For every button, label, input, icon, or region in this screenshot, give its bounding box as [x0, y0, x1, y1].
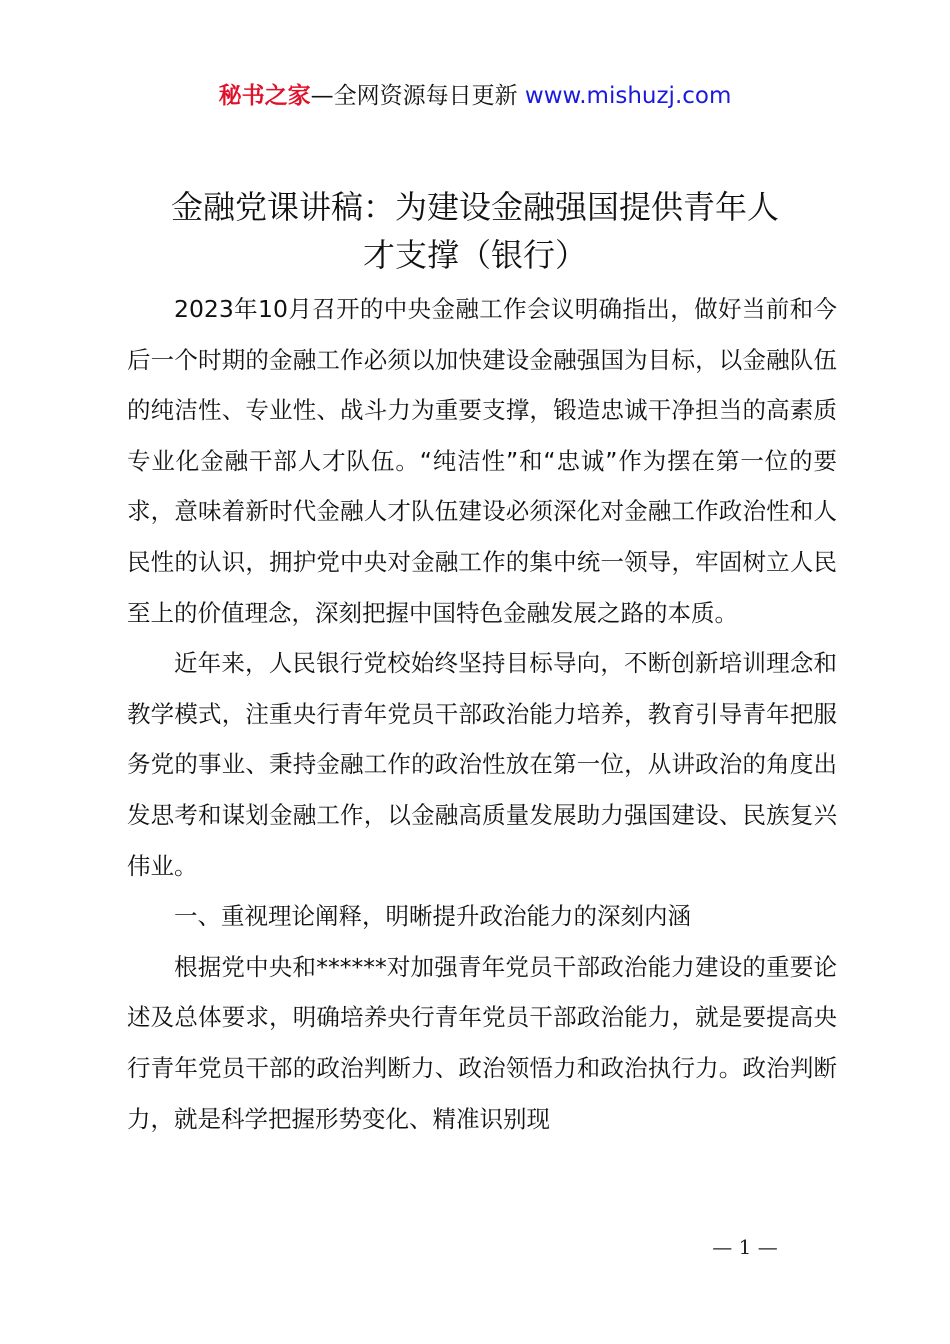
- body-paragraph: 根据党中央和******对加强青年党员干部政治能力建设的重要论述及总体要求，明确培养央行青年党员干部政治能力，就是要提高央行青年党员干部的政治判断力、政治领悟力和政治执行力。政治判断力，就是科学把握形势变化、精准识别现: [127, 952, 837, 1133]
- site-brand: 秘书之家: [218, 83, 311, 109]
- document-title-line-2: 才支撑（银行）: [362, 236, 587, 274]
- page-number: — 1 —: [712, 1235, 778, 1259]
- body-paragraph: 2023年10月召开的中央金融工作会议明确指出，做好当前和今后一个时期的金融工作必须以加快建设金融强国为目标，以金融队伍的纯洁性、专业性、战斗力为重要支撑，锻造忠诚干净担当的高素质专业化金融干部人才队伍。“纯洁性”和“忠诚”作为摆在第一位的要求，意味着新时代金融人才队伍建设必须深化对金融工作政治性和人民性的认识，拥护党中央对金融工作的集中统一领导，牢固树立人民至上的价值理念，深刻把握中国特色金融发展之路的本质。: [127, 295, 837, 627]
- document-title: [100, 183, 850, 279]
- site-header: [0, 80, 950, 112]
- site-tagline: —全网资源每日更新: [310, 83, 525, 109]
- document-body: [127, 284, 837, 1144]
- site-url-link[interactable]: www.mishuzj.com: [524, 83, 732, 109]
- section-heading: 一、重视理论阐释，明晰提升政治能力的深刻内涵: [174, 902, 691, 931]
- body-paragraph: 近年来，人民银行党校始终坚持目标导向，不断创新培训理念和教学模式，注重央行青年党员干部政治能力培养，教育引导青年把服务党的事业、秉持金融工作的政治性放在第一位，从讲政治的角度出发思考和谋划金融工作，以金融高质量发展助力强国建设、民族复兴伟业。: [127, 649, 837, 880]
- document-title-line-1: 金融党课讲稿：为建设金融强国提供青年人: [170, 188, 779, 226]
